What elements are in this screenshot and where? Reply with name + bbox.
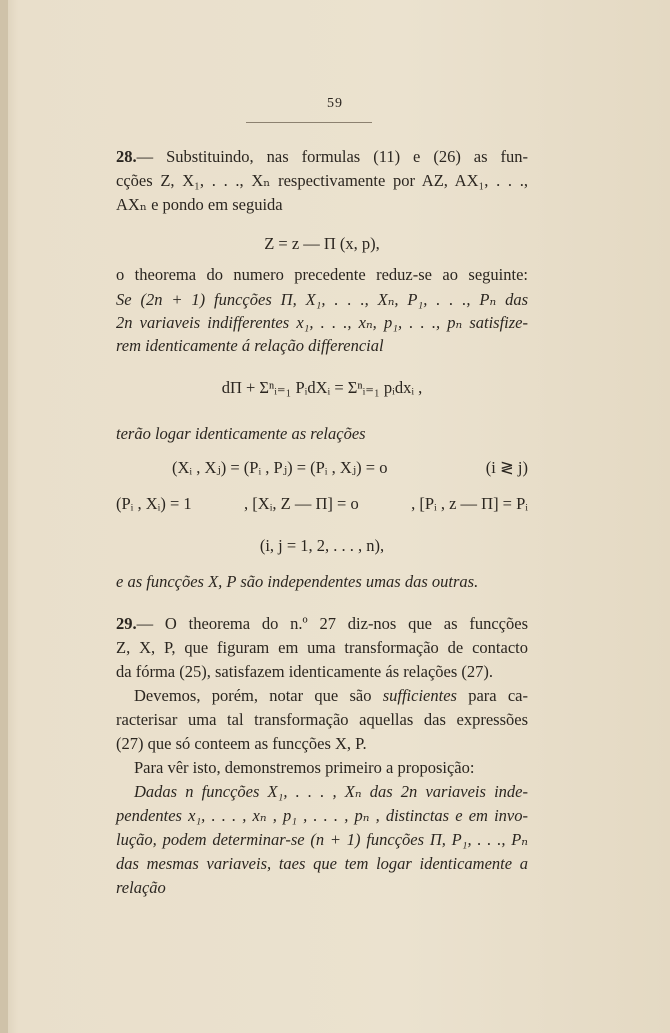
s28-line2: cções Z, X₁, . . ., Xₙ respectivamente por AZ, AX₁, . . .,	[116, 171, 528, 190]
s29-line2: Z, X, P, que figuram em uma transformação de contacto	[116, 638, 528, 657]
theorem-line1: Se (2n + 1) funcções Π, X₁, . . ., Xₙ, P₁, . . ., Pₙ das	[116, 290, 528, 309]
equation-z: Z = z — Π (x, p),	[264, 234, 380, 253]
equation-relations-row1	[116, 456, 528, 480]
s29-line4-a: Devemos, porém, notar que são	[134, 686, 372, 705]
section-28-number: 28.	[116, 147, 137, 166]
s29-theorem-line1: Dadas n funcções X₁, . . . , Xₙ das 2n variaveis inde-	[134, 782, 528, 801]
s29-line1	[116, 612, 528, 636]
theorem-line2: 2n variaveis indifferentes x₁, . . ., xₙ, p₁, . . ., pₙ satisfize-	[116, 313, 528, 332]
equation-relation-b: , [Xᵢ, Z — Π] = o	[244, 494, 359, 513]
s28-line4: o theorema do numero precedente reduz-se ao seguinte:	[116, 265, 528, 284]
s29-theorem-line2: pendentes x₁, . . . , xₙ , p₁ , . . . , pₙ , distinctas e em invo-	[116, 806, 528, 825]
s29-theorem-line3: lução, podem determinar-se (n + 1) funcções Π, P₁, . . ., Pₙ	[116, 830, 528, 849]
s29-line5: racterisar uma tal transformação aquellas das expressões	[116, 710, 528, 729]
equation-relation-c: , [Pᵢ , z — Π] = Pᵢ	[411, 494, 528, 513]
s29-theorem-line5: relação	[116, 878, 166, 897]
s29-line3: da fórma (25), satisfazem identicamente ás relações (27).	[116, 662, 494, 681]
s29-line6: (27) que só conteem as funcções X, P.	[116, 734, 367, 753]
s29-line4-c: para ca-	[468, 686, 529, 705]
theorem-line3: rem identicamente á relação differencial	[116, 336, 384, 355]
equation-condition: (i ≷ j)	[485, 458, 528, 477]
s28-line1	[116, 145, 528, 169]
equation-index-range: (i, j = 1, 2, . . . , n),	[259, 536, 385, 555]
section-29-number: 29.	[116, 614, 137, 633]
header-rule	[246, 122, 372, 123]
s29-emphasis-sufficientes: sufficientes	[382, 686, 457, 705]
s29-line7: Para vêr isto, demonstremos primeiro a proposição:	[134, 758, 475, 777]
s28-line3: AXₙ e pondo em seguida	[116, 195, 283, 214]
equation-relations-row2	[116, 492, 528, 516]
page-number: 59	[327, 96, 343, 111]
theorem-line5: e as funcções X, P são independentes umas das outras.	[116, 572, 479, 591]
s29-line4	[116, 684, 528, 708]
equation-relations-1: (Xᵢ , Xⱼ) = (Pᵢ , Pⱼ) = (Pᵢ , Xⱼ) = o	[172, 458, 388, 477]
s29-theorem-line4: das mesmas variaveis, taes que tem logar identicamente a	[116, 854, 528, 873]
page-binding-edge	[0, 0, 8, 1033]
theorem-line4: terão logar identicamente as relações	[116, 424, 366, 443]
equation-differential: dΠ + Σⁿᵢ₌₁ PᵢdXᵢ = Σⁿᵢ₌₁ pᵢdxᵢ ,	[221, 378, 423, 397]
s28-line1-text: — Substituindo, nas formulas (11) e (26) as fun-	[136, 147, 528, 166]
equation-relation-a: (Pᵢ , Xᵢ) = 1	[116, 494, 192, 513]
s29-line1-text: — O theorema do n.º 27 diz-nos que as funcções	[136, 614, 528, 633]
